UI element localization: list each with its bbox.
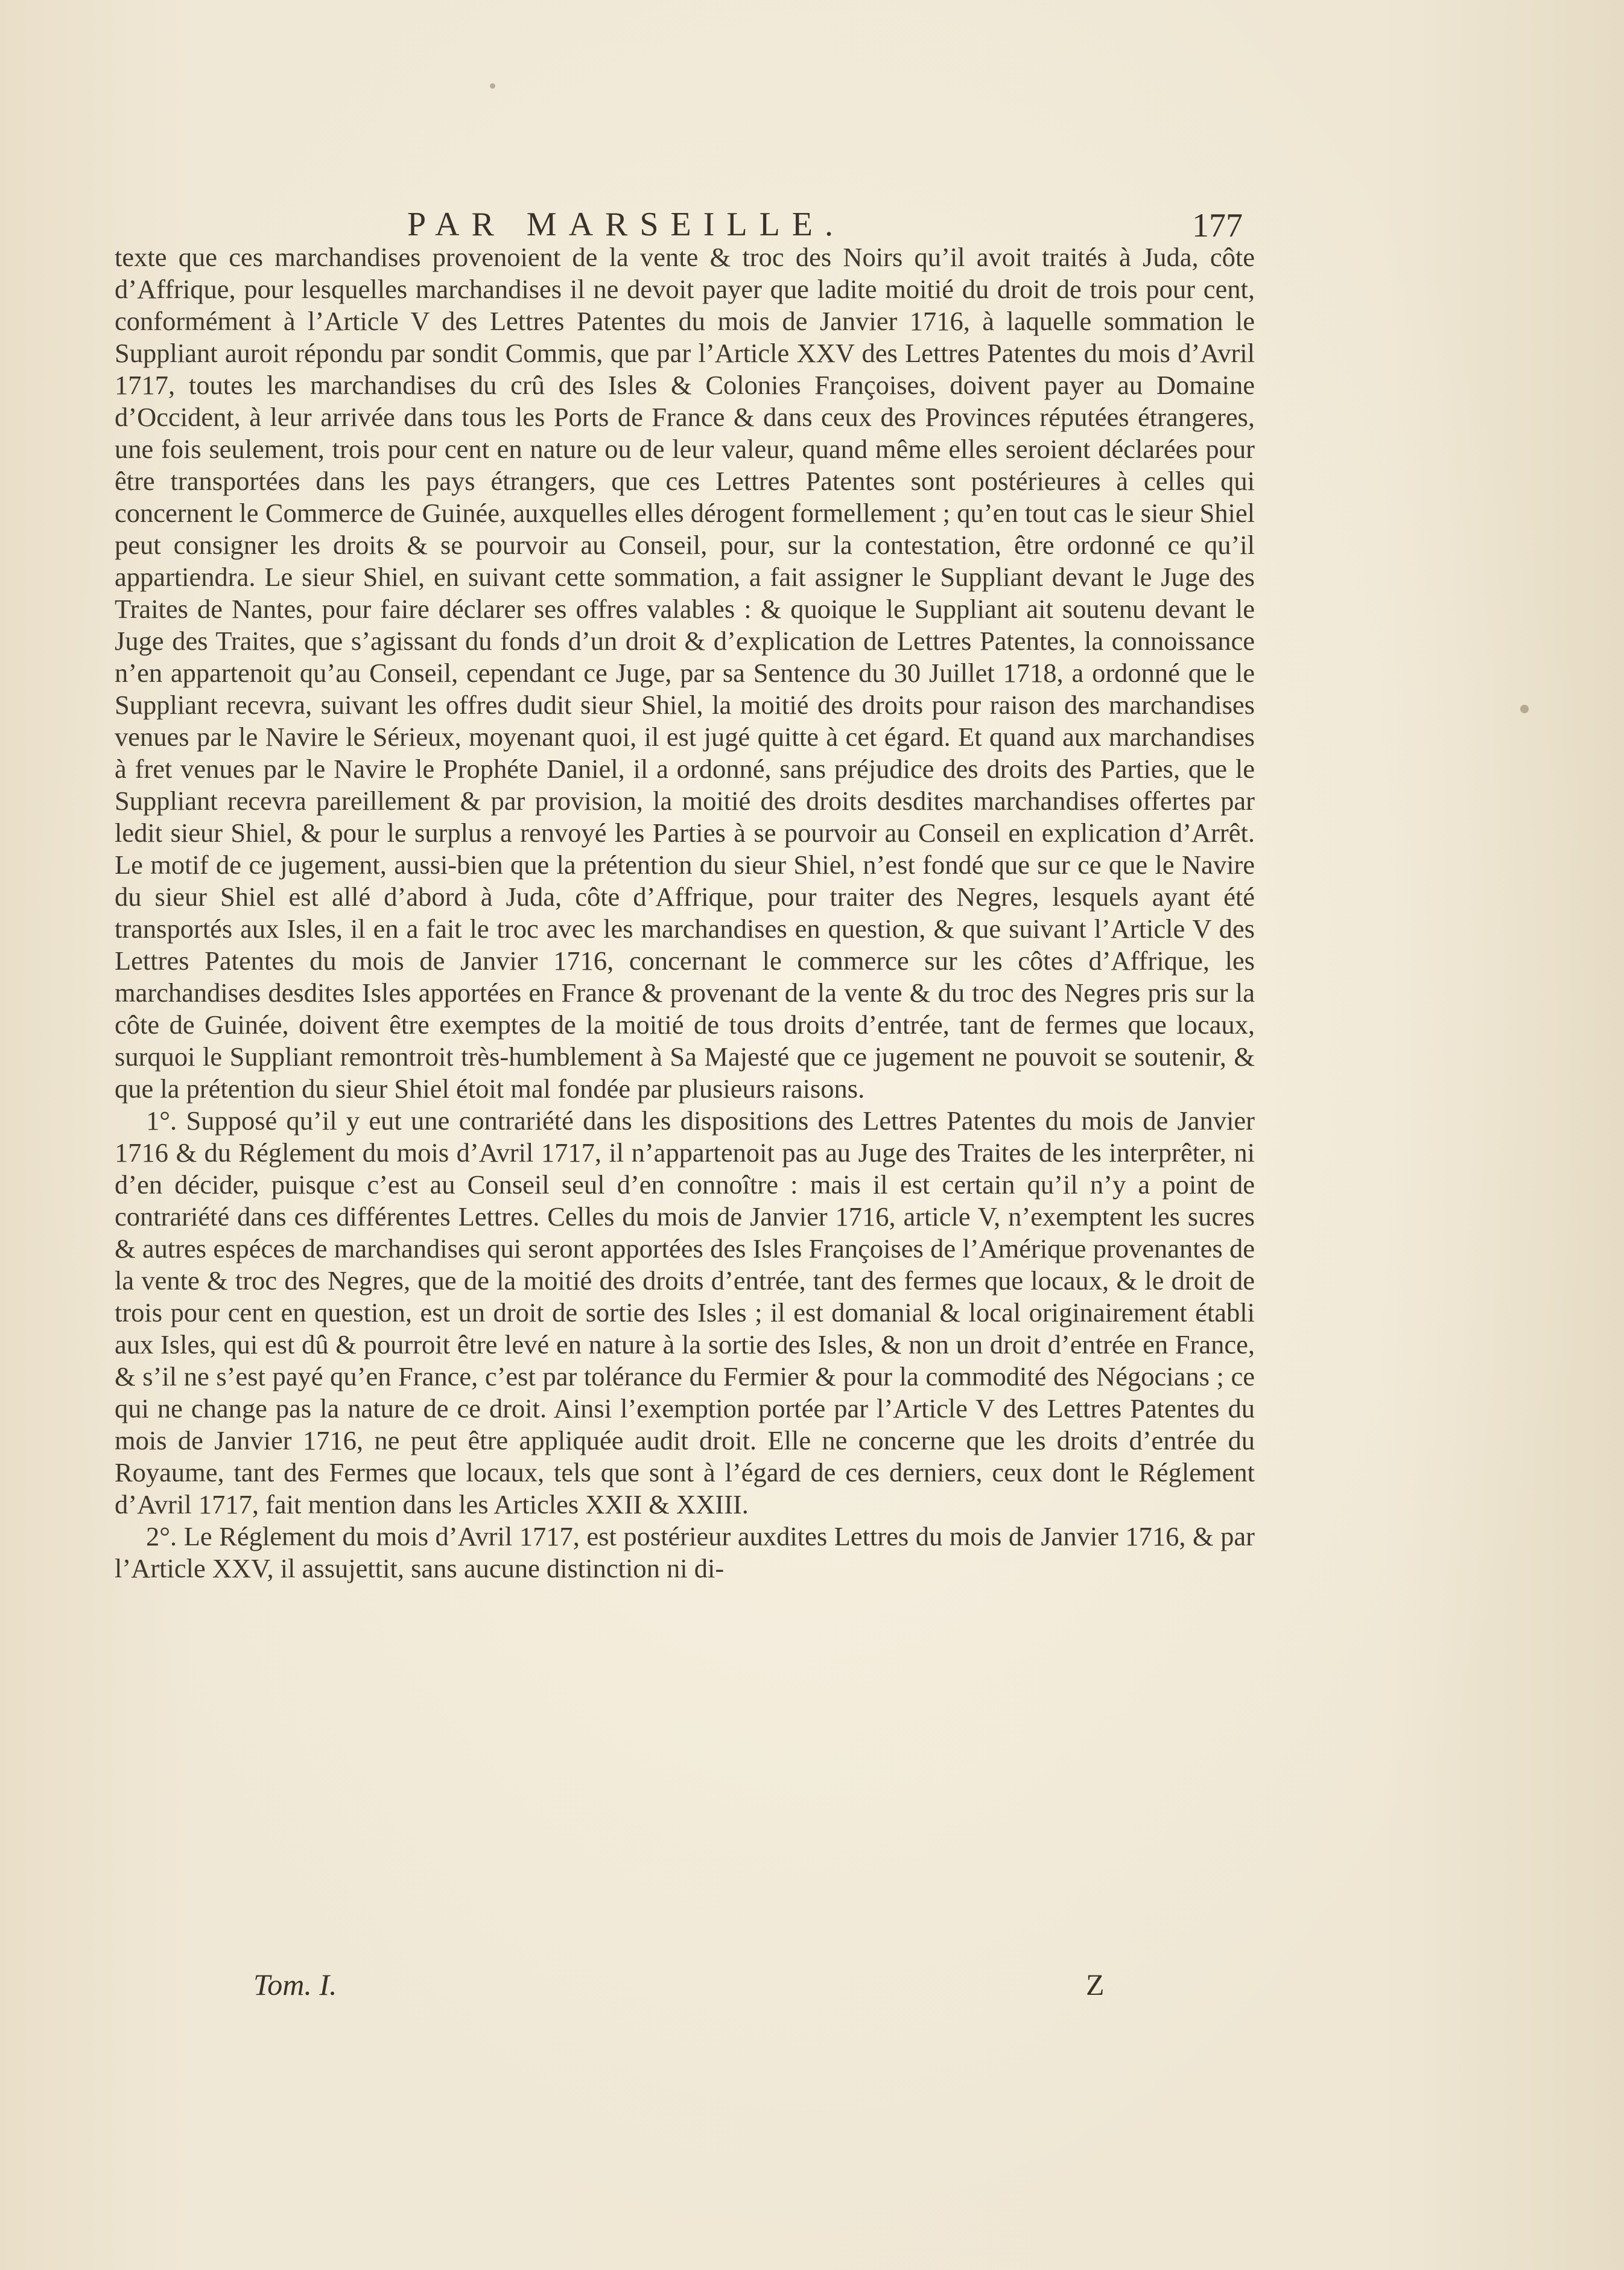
paragraph: 1°. Supposé qu’il y eut une contrariété dans les dispositions des Lettres Patentes du mois de Janvier 1716 & du Réglement du mois d’Avril 1717, il n’appartenoit pas au Juge des Traites de les interprêter, ni d’en décider, puisque c’est au Conseil seul d’en connoître : mais il est certain qu’il n’y a point de contrariété dans ces différentes Lettres. Celles du mois de Janvier 1716, article V, n’exemptent les sucres & autres espéces de marchandises qui seront apportées des Isles Françoises de l’Amérique provenantes de la vente & troc des Negres, que de la moitié des droits d’entrée, tant des fermes que locaux, & le droit de trois pour cent en question, est un droit de sortie des Isles ; il est domanial & local originairement établi aux Isles, qui est dû & pourroit être levé en nature à la sortie des Isles, & non un droit d’entrée en France, & s’il ne s’est payé qu’en France, c’est par tolérance du Fermier & pour la commodité des Négocians ; ce qui ne change pas la nature de ce droit. Ainsi l’exemption portée par l’Article V des Lettres Patentes du mois de Janvier 1716, ne peut être appliquée audit droit. Elle ne concerne que les droits d’entrée du Royaume, tant des Fermes que locaux, tels que sont à l’égard de ces derniers, ceux dont le Réglement d’Avril 1717, fait mention dans les Articles XXII & XXIII. [115, 1105, 1255, 1519]
paper-spot [490, 83, 495, 89]
volume-label: Tom. I. [253, 1968, 337, 2001]
page-number: 177 [1192, 207, 1243, 244]
paragraph: texte que ces marchandises provenoient de la vente & troc des Noirs qu’il avoit traités à Juda, côte d’Affrique, pour lesquelles marchandises il ne devoit payer que ladite moitié du droit de trois pour cent, conformément à l’Article V des Lettres Patentes du mois de Janvier 1716, à laquelle sommation le Suppliant auroit répondu par sondit Commis, que par l’Article XXV des Lettres Patentes du mois d’Avril 1717, toutes les marchandises du crû des Isles & Colonies Françoises, doivent payer au Domaine d’Occident, à leur arrivée dans tous les Ports de France & dans ceux des Provinces réputées étrangeres, une fois seulement, trois pour cent en nature ou de leur valeur, quand même elles seroient déclarées pour être transportées dans les pays étrangers, que ces Lettres Patentes sont postérieures à celles qui concernent le Commerce de Guinée, auxquelles elles dérogent formellement ; qu’en tout cas le sieur Shiel peut consigner les droits & se pourvoir au Conseil, pour, sur la contestation, être ordonné ce qu’il appartiendra. Le sieur Shiel, en suivant cette sommation, a fait assigner le Suppliant devant le Juge des Traites de Nantes, pour faire déclarer ses offres valables : & quoique le Suppliant ait soutenu devant le Juge des Traites, que s’agissant du fonds d’un droit & d’explication de Lettres Patentes, la connoissance n’en appartenoit qu’au Conseil, cependant ce Juge, par sa Sentence du 30 Juillet 1718, a ordonné que le Suppliant recevra, suivant les offres dudit sieur Shiel, la moitié des droits pour raison des marchandises venues par le Navire le Sérieux, moyenant quoi, il est jugé quitte à cet égard. Et quand aux marchandises à fret venues par le Navire le Prophéte Daniel, il a ordonné, sans préjudice des droits des Parties, que le Suppliant recevra pareillement & par provision, la moitié des droits desdites marchandises offertes par ledit sieur Shiel, & pour le surplus a renvoyé les Parties à se pourvoir au Conseil en explication d’Arrêt. Le motif de ce jugement, aussi-bien que la prétention du sieur Shiel, n’est fondé que sur ce que le Navire du sieur Shiel est allé d’abord à Juda, côte d’Affrique, pour traiter des Negres, lesquels ayant été transportés aux Isles, il en a fait le troc avec les marchandises en question, & que suivant l’Article V des Lettres Patentes du mois de Janvier 1716, concernant le commerce sur les côtes d’Affrique, les marchandises desdites Isles apportées en France & provenant de la vente & du troc des Negres pris sur la côte de Guinée, doivent être exemptes de la moitié de tous droits d’entrée, tant de fermes que locaux, surquoi le Suppliant remontroit très-humblement à Sa Majesté que ce jugement ne pouvoit se soutenir, & que la prétention du sieur Shiel étoit mal fondée par plusieurs raisons. [115, 242, 1255, 1104]
paragraph: 2°. Le Réglement du mois d’Avril 1717, est postérieur auxdites Lettres du mois de Janvier 1716, & par l’Article XXV, il assujettit, sans aucune distinction ni di- [115, 1521, 1255, 1583]
page-footer [253, 1967, 1158, 2009]
running-title: PAR MARSEILLE. [407, 206, 846, 243]
paper-spot [1520, 705, 1529, 713]
body-text [115, 241, 1255, 1585]
signature-mark: Z [1086, 1968, 1105, 2001]
